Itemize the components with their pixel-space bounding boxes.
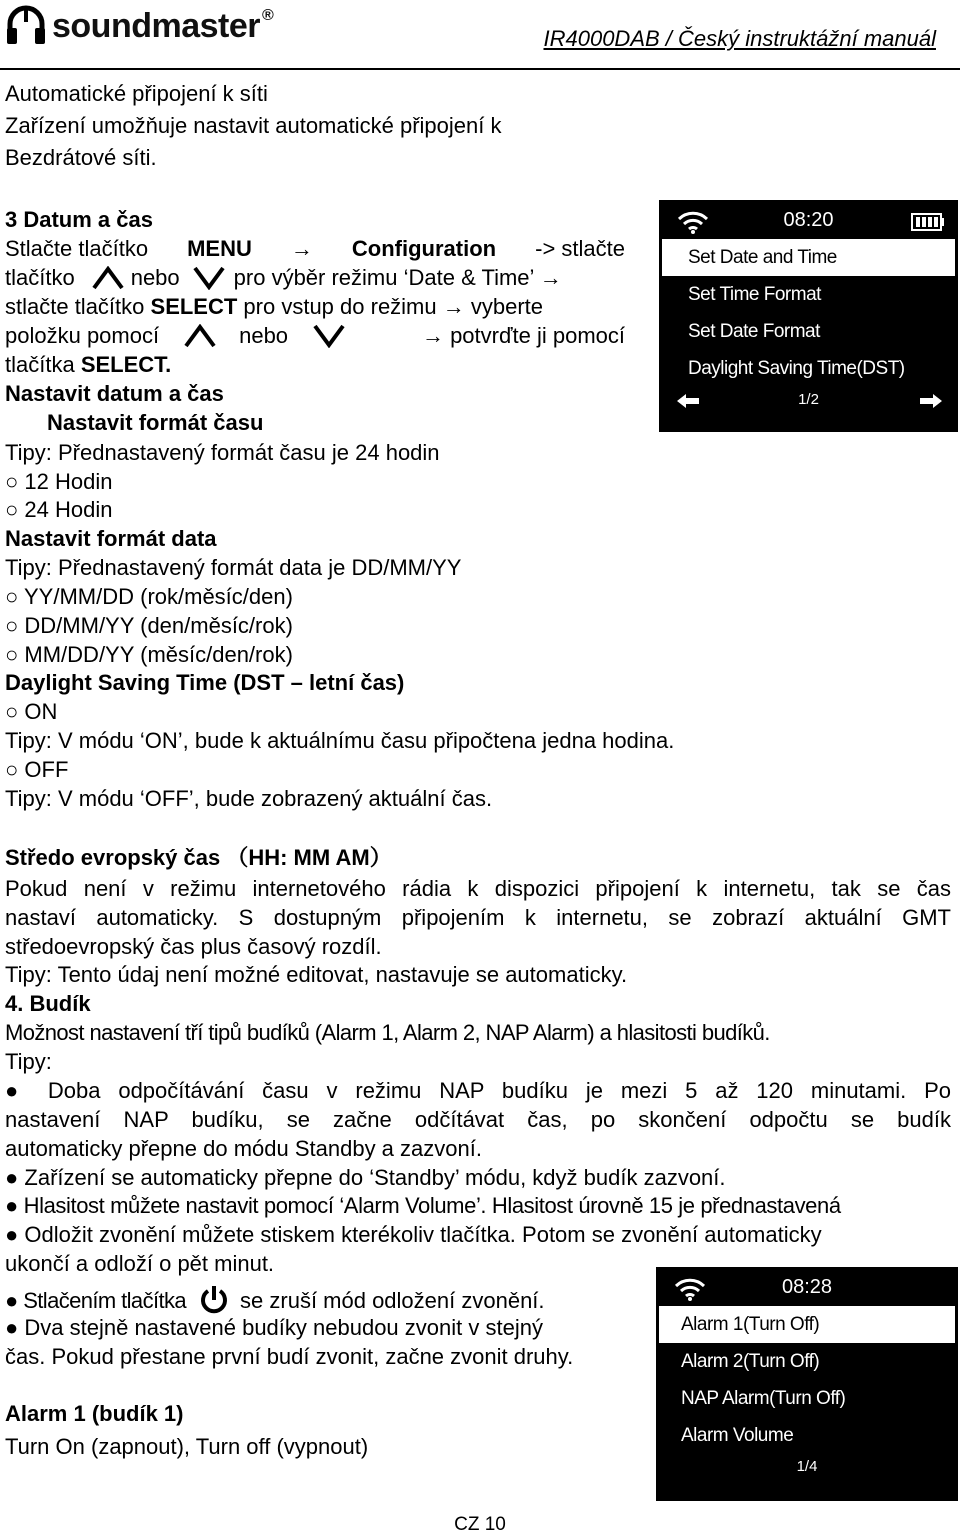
datetime-line-4: položku pomocí nebo → potvrďte ji pomocí: [5, 323, 625, 348]
alarm-tips-label: Tipy:: [5, 1049, 52, 1074]
alarm-bullet-1-line-3: automaticky přepne do módu Standby a zazvoní.: [5, 1136, 482, 1161]
alarm-bullet-1-line-1: ● Doba odpočítávání času v režimu NAP budíku je mezi 5 až 120 minutami. Po: [5, 1078, 951, 1103]
cet-line-2: nastaví automaticky. S dostupným připojením k internetu, se zobrazí aktuální GMT: [5, 905, 951, 930]
screen-time: 08:28: [781, 1276, 833, 1298]
cet-tip: Tipy: Tento údaj není možné editovat, nastavuje se automaticky.: [5, 962, 628, 987]
alarm1-options: Turn On (zapnout), Turn off (vypnout): [5, 1434, 369, 1459]
alarm-bullet-2: ● Zařízení se automaticky přepne do ‘Standby’ módu, když budík zazvoní.: [5, 1165, 726, 1190]
datetime-line-1: Stlačte tlačítko MENU → Configuration -> stlačte: [5, 236, 625, 261]
alarm-bullet-1-line-2: nastavení NAP budíku, se začne odčítávat čas, po skončení odpočtu se budík: [5, 1107, 951, 1132]
screen-menu-item: Alarm 2(Turn Off): [681, 1351, 820, 1372]
down-button-icon: [192, 266, 226, 290]
up-button-icon: [183, 324, 217, 348]
soundmaster-logo-icon: [4, 4, 48, 48]
header-rule: [0, 68, 960, 70]
status-bar: [662, 203, 955, 239]
screen-page-indicator: 1/2: [798, 391, 819, 408]
screen-menu-item: Set Time Format: [688, 284, 821, 305]
arrow-right-icon: [919, 393, 943, 409]
dst-off: ○ OFF: [5, 757, 69, 782]
time-format-tip: Tipy: Přednastavený formát času je 24 hodin: [5, 440, 440, 465]
datetime-heading: 3 Datum a čas: [5, 207, 153, 232]
cet-heading: Středo evropský čas （HH: MM AM）: [5, 845, 392, 870]
cet-line-1: Pokud není v režimu internetového rádia k dispozici připojení k internetu, tak se čas: [5, 876, 951, 901]
datetime-line-2: tlačítko nebo pro výběr režimu ‘Date & Time’ →: [5, 265, 562, 290]
brand-logo: [4, 2, 273, 50]
set-time-format-heading: Nastavit formát času: [47, 410, 264, 435]
screen-menu-item: Alarm 1(Turn Off): [659, 1306, 955, 1343]
device-screen-datetime: [659, 200, 958, 432]
alarm-bullet-3: ● Hlasitost můžete nastavit pomocí ‘Alarm Volume’. Hlasitost úrovně 15 je přednastavená: [5, 1193, 841, 1218]
datetime-line-3: stlačte tlačítko SELECT pro vstup do režimu → vyberte: [5, 294, 543, 319]
down-button-icon: [312, 324, 346, 348]
alarm-bullet-5: ● Stlačením tlačítka se zruší mód odložení zvonění.: [5, 1284, 545, 1316]
alarm-bullet-6-line-2: čas. Pokud přestane první budí zvonit, začne zvonit druhy.: [5, 1344, 574, 1369]
alarm-intro: Možnost nastavení tří tipů budíků (Alarm 1, Alarm 2, NAP Alarm) a hlasitosti budíků.: [5, 1020, 770, 1045]
screen-menu-item: Alarm Volume: [681, 1425, 794, 1446]
screen-footer: [662, 387, 955, 415]
network-heading: Automatické připojení k síti: [5, 81, 268, 106]
network-line-2: Bezdrátové síti.: [5, 145, 157, 170]
cet-line-3: středoevropský čas plus časový rozdíl.: [5, 934, 382, 959]
screen-menu-item: NAP Alarm(Turn Off): [681, 1388, 846, 1409]
screen-menu-item: Set Date and Time: [662, 239, 955, 276]
device-screen-alarm: [656, 1267, 958, 1501]
screen-menu-item: Set Date Format: [688, 321, 820, 342]
option-24h: ○ 24 Hodin: [5, 497, 113, 522]
option-dmy: ○ DD/MM/YY (den/měsíc/rok): [5, 613, 293, 638]
screen-footer: [659, 1454, 955, 1482]
page-number: CZ 10: [454, 1514, 506, 1535]
option-12h: ○ 12 Hodin: [5, 469, 113, 494]
status-bar: [659, 1270, 955, 1306]
screen-page-indicator: 1/4: [796, 1458, 818, 1475]
network-line-1: Zařízení umožňuje nastavit automatické připojení k: [5, 113, 502, 138]
battery-icon: [911, 213, 945, 231]
up-button-icon: [91, 266, 125, 290]
option-mdy: ○ MM/DD/YY (měsíc/den/rok): [5, 642, 293, 667]
screen-menu-item: Daylight Saving Time(DST): [688, 358, 905, 379]
manual-title: IR4000DAB / Český instruktážní manuál: [543, 26, 936, 51]
dst-off-tip: Tipy: V módu ‘OFF’, bude zobrazený aktuální čas.: [5, 786, 493, 811]
alarm1-heading: Alarm 1 (budík 1): [5, 1401, 184, 1426]
brand-name: soundmaster ®: [52, 6, 274, 45]
set-date-format-heading: Nastavit formát data: [5, 526, 217, 551]
alarm-bullet-4-line-1: ● Odložit zvonění můžete stiskem kterékoliv tlačítka. Potom se zvonění automaticky: [5, 1222, 822, 1247]
date-format-tip: Tipy: Přednastavený formát data je DD/MM/YY: [5, 555, 462, 580]
dst-heading: Daylight Saving Time (DST – letní čas): [5, 670, 405, 695]
alarm-bullet-6-line-1: ● Dva stejně nastavené budíky nebudou zvonit v stejný: [5, 1315, 543, 1340]
alarm-bullet-4-line-2: ukončí a odloží o pět minut.: [5, 1251, 275, 1276]
datetime-line-5: tlačítka SELECT.: [5, 352, 172, 377]
dst-on-tip: Tipy: V módu ‘ON’, bude k aktuálnímu času připočtena jedna hodina.: [5, 728, 675, 753]
alarm-heading: 4. Budík: [5, 991, 91, 1016]
screen-time: 08:20: [783, 209, 834, 231]
set-datetime-heading: Nastavit datum a čas: [5, 381, 224, 406]
power-button-icon: [198, 1284, 230, 1316]
dst-on: ○ ON: [5, 699, 58, 724]
option-ymd: ○ YY/MM/DD (rok/měsíc/den): [5, 584, 293, 609]
